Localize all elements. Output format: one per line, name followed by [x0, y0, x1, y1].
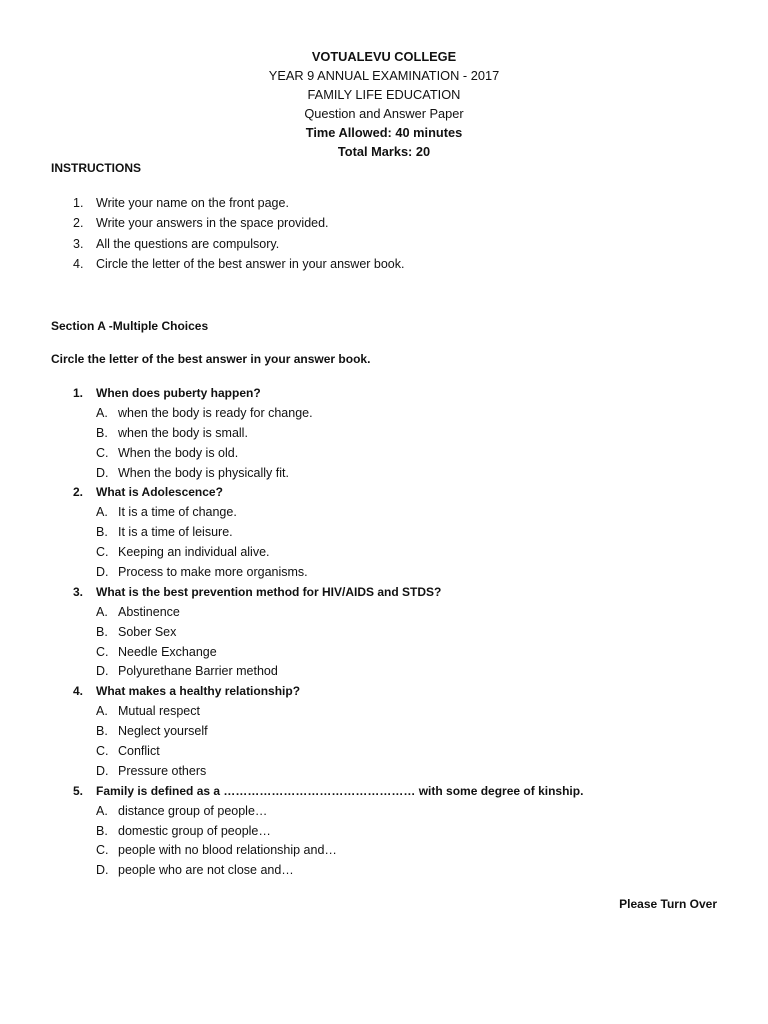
instruction-text: All the questions are compulsory.	[96, 236, 280, 251]
answer-option	[73, 841, 583, 861]
question-text: What is the best prevention method for HIV/AIDS and STDS?	[96, 584, 442, 599]
option-text: people with no blood relationship and…	[118, 843, 337, 858]
question-number: 2.	[73, 485, 84, 500]
question-4	[73, 682, 583, 702]
option-letter: D.	[96, 664, 109, 679]
option-text: It is a time of leisure.	[118, 525, 233, 540]
answer-option	[73, 523, 583, 543]
option-letter: D.	[96, 465, 109, 480]
question-3	[73, 583, 583, 603]
instruction-text: Write your answers in the space provided.	[96, 216, 329, 231]
exam-title: YEAR 9 ANNUAL EXAMINATION - 2017	[268, 68, 500, 83]
option-text: It is a time of change.	[118, 505, 237, 520]
answer-option	[73, 702, 583, 722]
option-letter: D.	[96, 565, 109, 580]
answer-option	[73, 464, 583, 484]
option-letter: B.	[96, 425, 108, 440]
option-letter: B.	[96, 624, 108, 639]
time-allowed: Time Allowed: 40 minutes	[305, 125, 463, 140]
option-letter: C.	[96, 545, 109, 560]
option-letter: A.	[96, 803, 108, 818]
answer-option	[73, 861, 583, 881]
option-letter: A.	[96, 505, 108, 520]
answer-option	[73, 623, 583, 643]
option-text: domestic group of people…	[118, 823, 271, 838]
answer-option	[73, 722, 583, 742]
question-list	[73, 384, 583, 881]
option-text: Sober Sex	[118, 624, 177, 639]
option-text: Needle Exchange	[118, 644, 217, 659]
instruction-text: Circle the letter of the best answer in your answer book.	[96, 256, 405, 271]
question-2	[73, 483, 583, 503]
option-text: Polyurethane Barrier method	[118, 664, 278, 679]
please-turn-over: Please Turn Over	[619, 897, 717, 911]
answer-option	[73, 404, 583, 424]
answer-option	[73, 643, 583, 663]
option-text: When the body is physically fit.	[118, 465, 289, 480]
instruction-number: 2.	[73, 216, 84, 231]
total-marks: Total Marks: 20	[337, 144, 431, 159]
option-letter: D.	[96, 863, 109, 878]
option-text: Keeping an individual alive.	[118, 545, 270, 560]
option-text: When the body is old.	[118, 445, 239, 460]
instruction-number: 4.	[73, 256, 84, 271]
instruction-text: Write your name on the front page.	[96, 196, 289, 210]
option-text: distance group of people…	[118, 803, 268, 818]
option-letter: A.	[96, 604, 108, 619]
question-5	[73, 782, 583, 802]
answer-option	[73, 543, 583, 563]
answer-option	[73, 822, 583, 842]
answer-option	[73, 762, 583, 782]
option-text: Process to make more organisms.	[118, 565, 308, 580]
answer-option	[73, 563, 583, 583]
question-number: 1.	[73, 386, 84, 400]
answer-option	[73, 603, 583, 623]
option-letter: B.	[96, 823, 108, 838]
instruction-number: 3.	[73, 236, 84, 251]
question-number: 4.	[73, 684, 84, 699]
option-text: when the body is small.	[118, 425, 248, 440]
exam-header	[0, 47, 768, 161]
instruction-item	[73, 193, 404, 213]
answer-option	[73, 424, 583, 444]
answer-option	[73, 802, 583, 822]
instruction-item	[73, 254, 404, 274]
option-text: Conflict	[118, 744, 160, 759]
instruction-item	[73, 234, 404, 254]
instruction-item	[73, 213, 404, 233]
question-number: 3.	[73, 584, 84, 599]
option-letter: B.	[96, 525, 108, 540]
option-text: Mutual respect	[118, 704, 200, 719]
option-letter: C.	[96, 744, 109, 759]
option-text: when the body is ready for change.	[118, 405, 313, 420]
paper-type: Question and Answer Paper	[304, 106, 464, 121]
subject-title: FAMILY LIFE EDUCATION	[307, 87, 461, 102]
answer-option	[73, 662, 583, 682]
question-number: 5.	[73, 783, 84, 798]
instructions-list	[73, 193, 404, 274]
question-text: Family is defined as a ………………………………………… with some degree of kinship.	[96, 783, 584, 798]
option-letter: C.	[96, 644, 109, 659]
answer-option	[73, 742, 583, 762]
option-letter: C.	[96, 445, 109, 460]
option-letter: B.	[96, 724, 108, 739]
instruction-number: 1.	[73, 196, 84, 210]
option-letter: C.	[96, 843, 109, 858]
option-letter: A.	[96, 704, 108, 719]
answer-option	[73, 503, 583, 523]
option-text: Pressure others	[118, 763, 207, 778]
option-text: Neglect yourself	[118, 724, 208, 739]
school-name: VOTUALEVU COLLEGE	[311, 49, 457, 64]
instructions-heading: INSTRUCTIONS	[51, 161, 141, 175]
option-letter: A.	[96, 405, 108, 420]
question-text: When does puberty happen?	[96, 386, 261, 400]
option-text: Abstinence	[118, 604, 180, 619]
section-a-title: Section A -Multiple Choices	[51, 319, 209, 333]
question-text: What makes a healthy relationship?	[96, 684, 301, 699]
question-text: What is Adolescence?	[96, 485, 223, 500]
option-letter: D.	[96, 763, 109, 778]
answer-option	[73, 444, 583, 464]
section-a-directive: Circle the letter of the best answer in your answer book.	[51, 352, 371, 366]
question-1	[73, 384, 583, 404]
option-text: people who are not close and…	[118, 863, 294, 878]
